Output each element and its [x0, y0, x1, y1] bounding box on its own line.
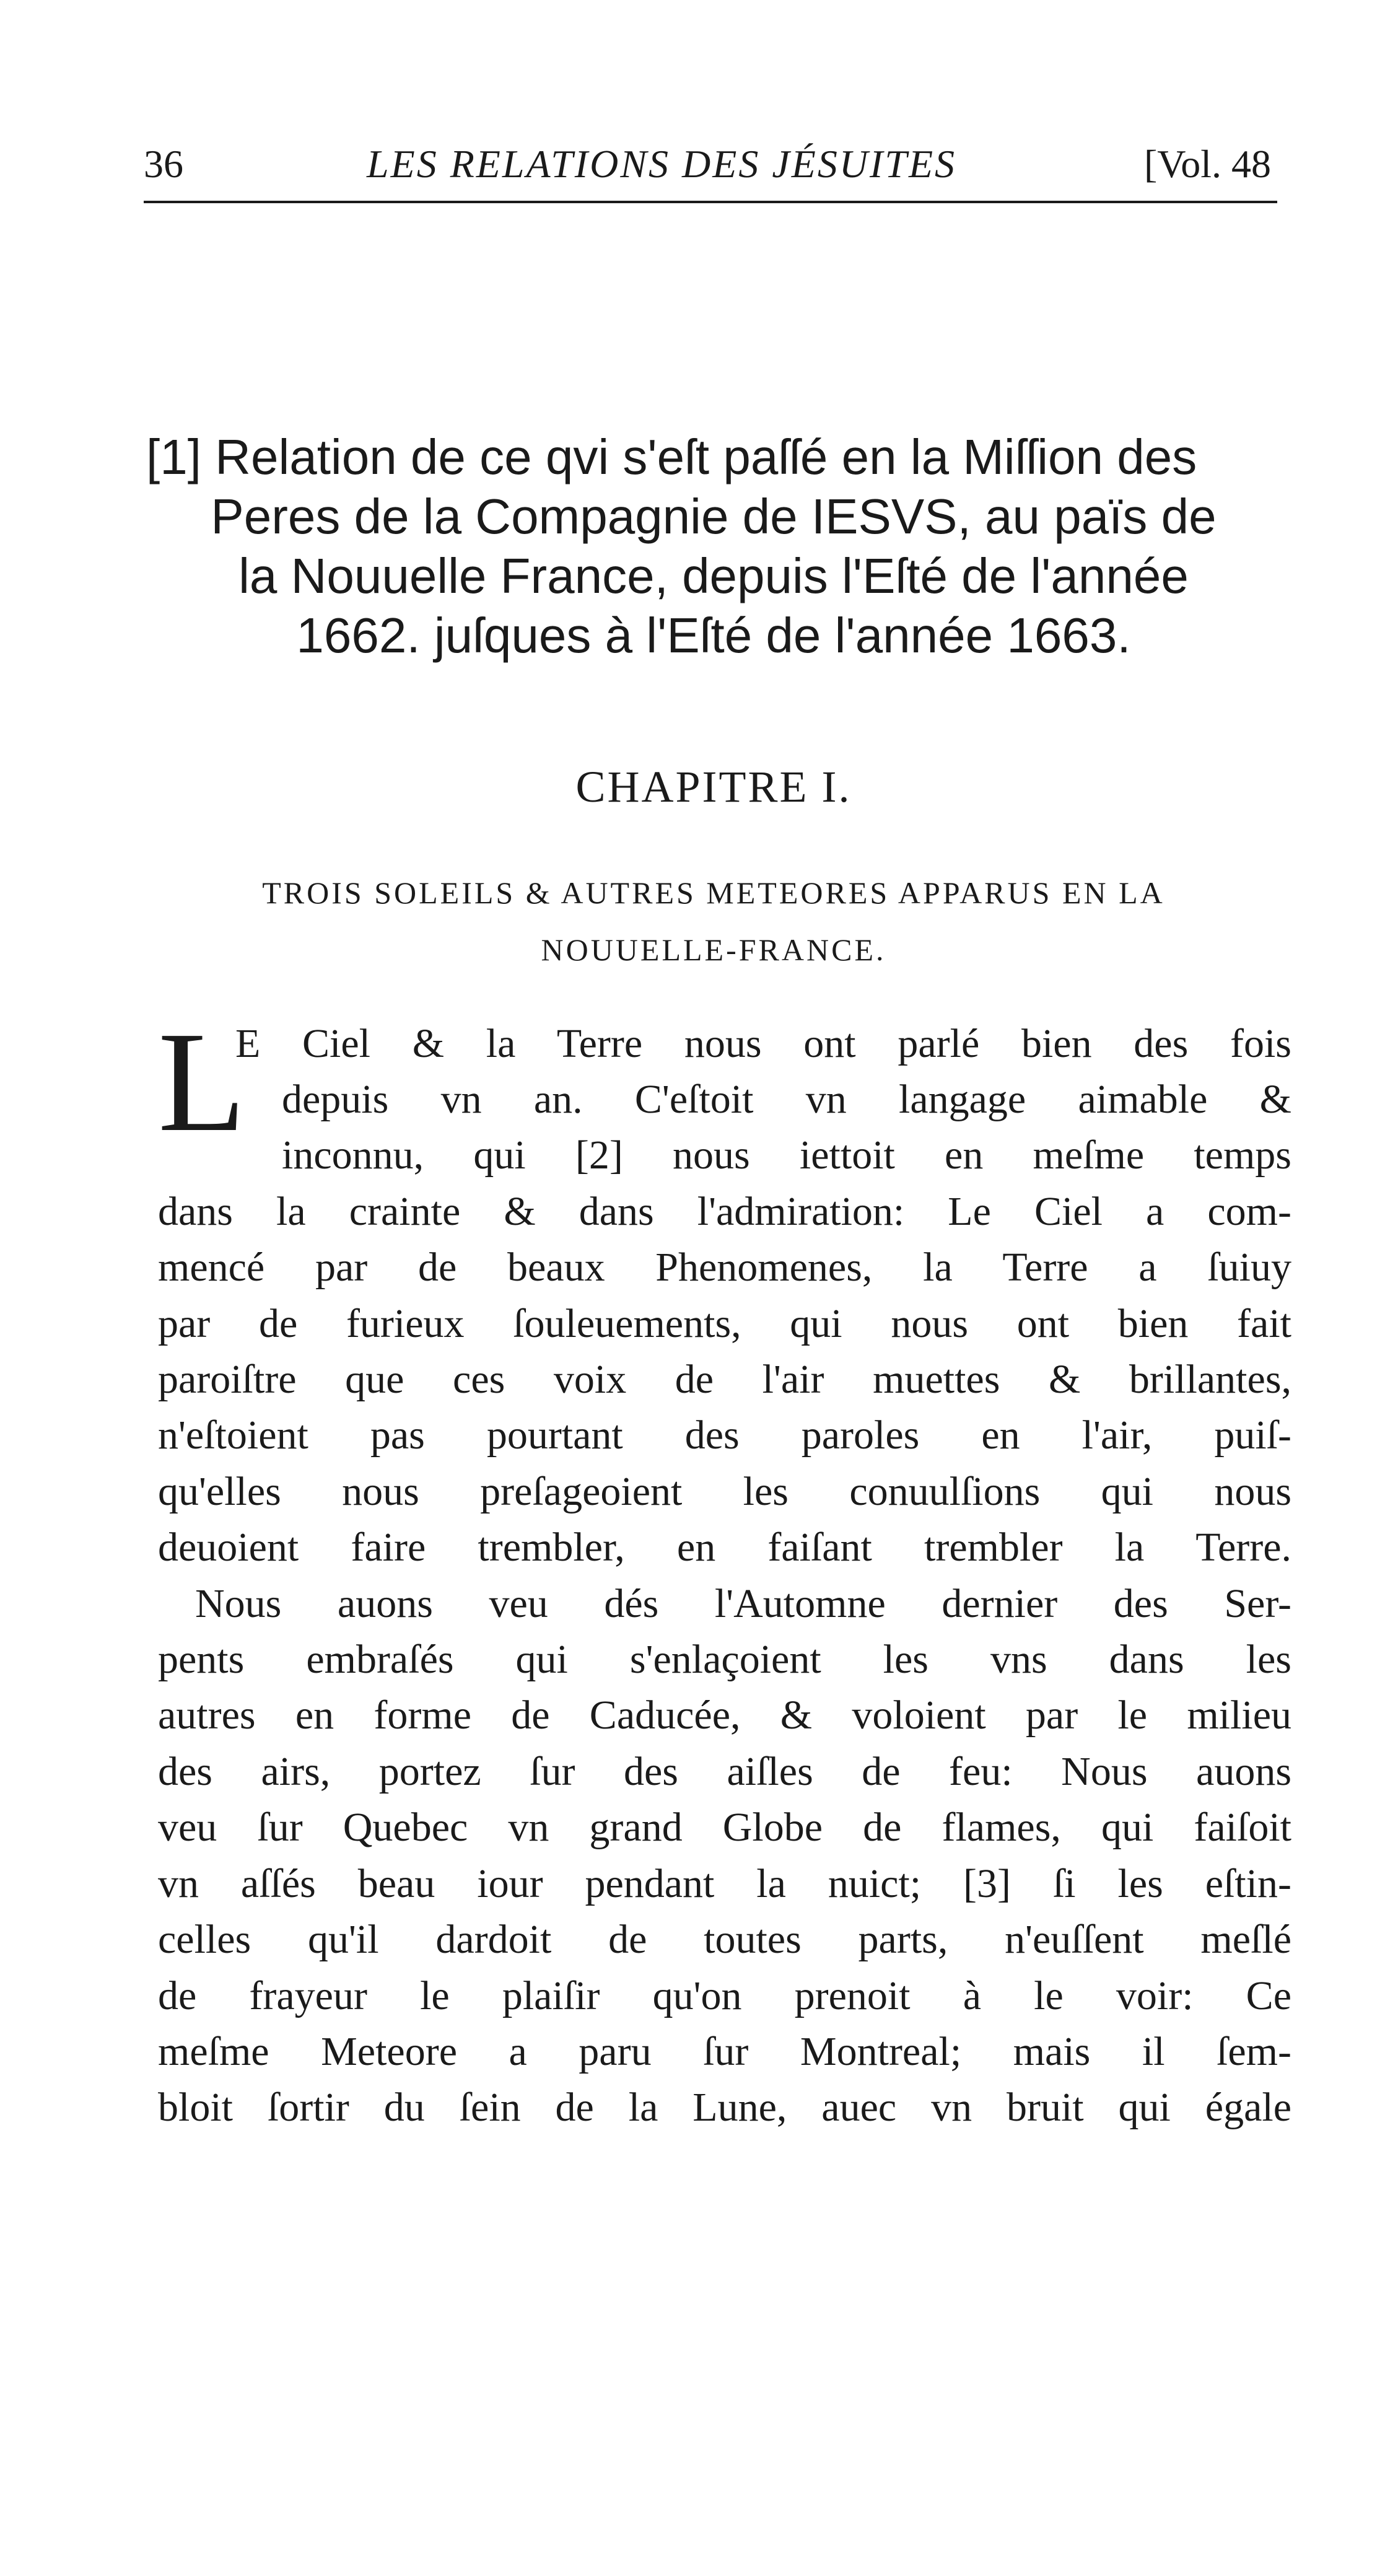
body-line: vn aſſés beau iour pendant la nuict; [3] ſi les eſtin-	[158, 1860, 1291, 1906]
chapter-subtitle	[144, 864, 1283, 978]
running-title: LES RELATIONS DES JÉSUITES	[367, 142, 957, 186]
body-line: deuoient faire trembler, en faiſant trembler la Terre.	[158, 1525, 1291, 1571]
chapter-heading: CHAPITRE I.	[575, 762, 852, 812]
body-line: autres en forme de Caducée, & voloient par le milieu	[158, 1693, 1291, 1738]
drop-cap: L	[158, 1002, 246, 1162]
body-line: Nous auons veu dés l'Automne dernier des Ser-	[195, 1580, 1291, 1626]
body-line: veu ſur Quebec vn grand Globe de flames, qui faiſoit	[158, 1805, 1291, 1851]
header-rule	[144, 201, 1277, 203]
relation-title-line: Peres de la Compagnie de IESVS, au païs de	[211, 489, 1217, 544]
page-number: 36	[144, 142, 183, 186]
body-line: celles qu'il dardoit de toutes parts, n'euſſent meſlé	[158, 1917, 1291, 1963]
chapter-subtitle-line: NOUUELLE-FRANCE.	[541, 932, 886, 967]
body-line: dans la crainte & dans l'admiration: Le Ciel a com-	[158, 1188, 1291, 1234]
body-line: depuis vn an. C'eſtoit vn langage aimable &	[282, 1077, 1291, 1122]
body-line: paroiſtre que ces voix de l'air muettes & brillantes,	[158, 1357, 1291, 1403]
body-line: par de furieux ſouleuements, qui nous ont bien fait	[158, 1300, 1291, 1346]
body-line: bloit ſortir du ſein de la Lune, auec vn bruit qui égale	[158, 2085, 1291, 2131]
relation-title-line: [1] Relation de ce qvi s'eſt paſſé en la Miſſion des	[146, 429, 1197, 484]
body-line: des airs, portez ſur des aiſles de feu: Nous auons	[158, 1748, 1291, 1794]
body-text	[158, 1072, 1291, 2136]
body-line: pents embraſés qui s'enlaçoient les vns dans les	[158, 1637, 1291, 1683]
body-line: n'eſtoient pas pourtant des paroles en l'air, puiſ-	[158, 1413, 1291, 1458]
running-header	[144, 136, 1283, 192]
relation-title	[144, 427, 1283, 665]
chapter-subtitle-line: TROIS SOLEILS & AUTRES METEORES APPARUS EN LA	[262, 875, 1165, 910]
volume-label: [Vol. 48	[1143, 142, 1271, 186]
relation-title-line: 1662. juſques à l'Eſté de l'année 1663.	[296, 608, 1131, 663]
body-line: inconnu, qui [2] nous iettoit en meſme temps	[282, 1132, 1291, 1178]
body-line: qu'elles nous preſageoient les conuulſions qui nous	[158, 1468, 1291, 1514]
body-line: mencé par de beaux Phenomenes, la Terre a ſuiuy	[158, 1245, 1291, 1290]
body-line: meſme Meteore a paru ſur Montreal; mais il ſem-	[158, 2028, 1291, 2074]
body-first-line: E Ciel & la Terre nous ont parlé bien des fois	[235, 1021, 1291, 1066]
body-line: de frayeur le plaiſir qu'on prenoit à le voir: Ce	[158, 1973, 1291, 2018]
relation-title-line: la Nouuelle France, depuis l'Eſté de l'année	[238, 548, 1189, 603]
